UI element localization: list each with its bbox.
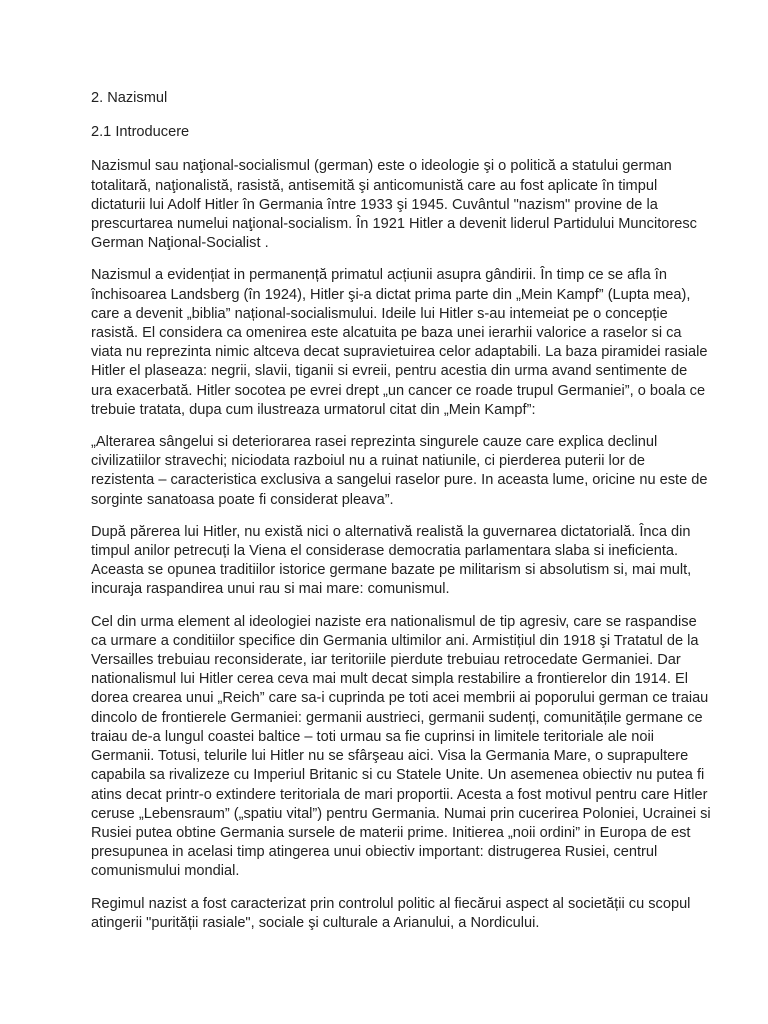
text-line: dincolo de frontierele Germaniei: germanii austrieci, germanii sudenți, comunitățile germane ce	[91, 709, 703, 726]
text-line: viata nu reprezinta nimic altceva decat supravietuirea celor adaptabili. La baza piramidei rasiale	[91, 344, 708, 361]
text-line: atingerii "purității rasiale", sociale şi culturale a Arianului, a Nordicului.	[91, 914, 540, 931]
text-line: Aceasta se opunea traditiilor istorice germane bazate pe militarism si absolutism si, mai mult,	[91, 562, 692, 579]
text-line: ca urmare a conditiilor specifice din Germania ultimilor ani. Armistițiul din 1918 şi Tratatul de la	[91, 632, 699, 649]
text-line: „Alterarea sângelui si deteriorarea rasei reprezinta singurele cauze care explica declinul	[91, 434, 658, 451]
text-line: capabila sa rivalizeze cu Imperiul Britanic si cu Statele Unite. Un asemenea obiectiv nu putea fi	[91, 767, 705, 784]
paragraph	[91, 266, 708, 420]
text-line: traiau de-a lungul coastei baltice – toti urmau sa fie cuprinsi in limitele teritoriale ale noii	[91, 728, 654, 745]
text-line: dictaturii lui Adolf Hitler în Germania între 1933 şi 1945. Cuvântul "nazism" provine de la	[91, 196, 658, 213]
text-line: care a devenit „biblia” național-socialismului. Ideile lui Hitler s-au intemeiat pe o concepție	[91, 305, 668, 322]
text-line: totalitară, naţionalistă, rasistă, antisemită şi anticomunistă care au fost aplicate în timpul	[91, 177, 658, 194]
text-line: Cel din urma element al ideologiei naziste era nationalismul de tip agresiv, care se raspandise	[91, 613, 697, 630]
text-line: ceruse „Lebensraum” („spatiu vital”) pentru Germania. Numai prin cucerirea Poloniei, Ucrainei si	[91, 805, 711, 822]
paragraph	[91, 157, 697, 253]
text-line: sorginte sanatoasa poate fi considerat pleava”.	[91, 491, 394, 508]
paragraph-list	[91, 157, 711, 933]
text-line: rezistenta – caracteristica exclusiva a sangelui raselor pure. In aceasta lume, oricine nu este de	[91, 472, 708, 489]
text-line: trebuie tratata, dupa cum ilustreaza urmatorul citat din „Mein Kampf”:	[91, 401, 536, 418]
paragraph	[91, 523, 691, 600]
text-line: German Naţional-Socialist .	[91, 235, 269, 252]
paragraph	[91, 613, 711, 882]
document-body	[91, 89, 711, 946]
text-line: incuraja raspandirea unui rau si mai mare: comunismul.	[91, 581, 450, 598]
paragraph	[91, 433, 708, 510]
text-line: rasistă. El considera ca omenirea este alcatuita pe baza unei ierarhii valorice a raselor si ca	[91, 325, 682, 342]
text-line: prescurtarea numelui naţional-socialism. În 1921 Hitler a devenit liderul Partidului Muncitoresc	[91, 216, 697, 233]
text-line: Rusiei putea obtine Germania sursele de materii prime. Initierea „noii ordini” in Europa de est	[91, 824, 691, 841]
text-line: nationalismul lui Hitler cerea ceva mai mult decat simpla restabilire a frontierelor din 1914. El	[91, 671, 688, 688]
text-line: comunismului mondial.	[91, 863, 240, 880]
text-line: dorea crearea unui „Reich” care sa-i cuprinda pe toti acei membrii ai poporului german ce traiau	[91, 690, 709, 707]
subsection-title: 2.1 Introducere	[91, 124, 190, 141]
text-line: După părerea lui Hitler, nu există nici o alternativă realistă la guvernarea dictatorială. Înca din	[91, 523, 691, 540]
text-line: Regimul nazist a fost caracterizat prin controlul politic al fiecărui aspect al societății cu scopul	[91, 895, 691, 912]
text-line: presupunea in acelasi timp atingerea unui obiectiv important: distrugerea Rusiei, centrul	[91, 844, 658, 861]
paragraph	[91, 895, 691, 933]
text-line: atins decat printr-o extindere teritoriala de mari proportii. Acesta a fost motivul pentru care Hitler	[91, 786, 708, 803]
text-line: civilizatiilor stravechi; niciodata razboiul nu a ruinat natiunile, ci pierderea puterii lor de	[91, 453, 646, 470]
text-line: Nazismul sau naţional-socialismul (german) este o ideologie şi o politică a statului german	[91, 158, 672, 175]
text-line: timpul anilor petrecuți la Viena el considerase democratia parlamentara slaba si ineficienta.	[91, 543, 679, 560]
text-line: Versailles trebuiau reconsiderate, iar teritoriile pierdute trebuiau retrocedate Germaniei. Dar	[91, 652, 681, 669]
text-line: închisoarea Landsberg (în 1924), Hitler şi-a dictat prima parte din „Mein Kampf” (Lupta mea),	[91, 286, 691, 303]
section-title: 2. Nazismul	[91, 90, 168, 106]
text-line: Germanii. Totusi, telurile lui Hitler nu se sfârşeau aici. Visa la Germania Mare, o suprapultere	[91, 748, 689, 765]
text-line: Hitler el plaseaza: negrii, slavii, tiganii si evreii, pentru acestia din urma avand sentimente de	[91, 363, 688, 380]
text-line: ura exacerbată. Hitler socotea pe evrei drept „un cancer ce roade trupul Germaniei”, o boala ce	[91, 382, 706, 399]
text-line: Nazismul a evidențiat in permanență primatul acțiunii asupra gândirii. În timp ce se afla în	[91, 267, 667, 284]
